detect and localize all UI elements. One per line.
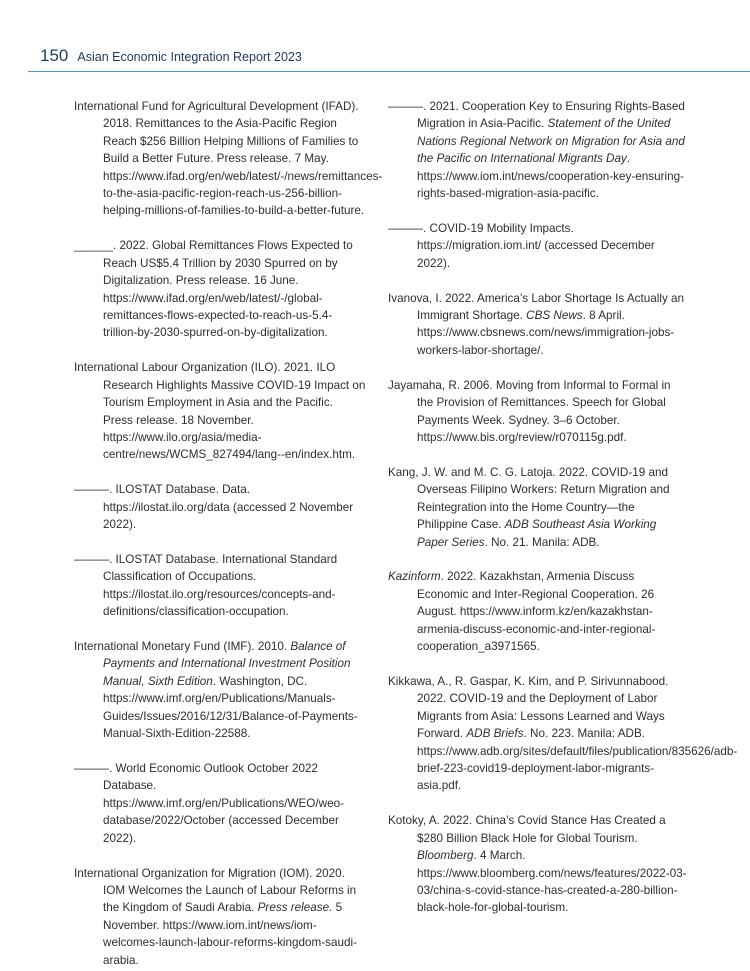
- reference-entry: Ivanova, I. 2022. America’s Labor Shortage Is Actually an Immigrant Shortage. CBS News. 8 April. https://www.cbsnews.com/news/immigration-jobs-workers-labor-shortage/.: [388, 291, 685, 357]
- header-divider: [28, 71, 750, 72]
- reference-entry: ———. ILOSTAT Database. International Standard Classification of Occupations. https://ilostat.ilo.org/resources/concepts-and-definitions/classification-occupation.: [74, 552, 338, 619]
- reference-entry: ———. World Economic Outlook October 2022 Database. https://www.imf.org/en/Publications/WEO/weo-database/2022/October (accessed December 2022).: [74, 762, 344, 845]
- reference-entry: ———. COVID-19 Mobility Impacts. https://migration.iom.int/ (accessed December 2022).: [388, 221, 655, 270]
- left-reference-column: [74, 98, 383, 971]
- reference-entry: Kang, J. W. and M. C. G. Latoja. 2022. COVID-19 and Overseas Filipino Workers: Return Migration and Reintegration into the Home Country—the Philippine Case. ADB Southeast Asia Working Paper Series. No. 21. Manila: ADB.: [388, 465, 670, 549]
- reference-entry: Jayamaha, R. 2006. Moving from Informal to Formal in the Provision of Remittances. Speech for Global Payments Week. Sydney. 3–6 October. https://www.bis.org/review/r070115g.pdf.: [388, 378, 671, 444]
- reference-entry: Kazinform. 2022. Kazakhstan, Armenia Discuss Economic and Inter-Regional Cooperation. 26 August. https://www.inform.kz/en/kazakhstan-armenia-discuss-economic-and-inter-regional-cooperation_a3971565.: [388, 570, 656, 654]
- reference-entry: Kotoky, A. 2022. China’s Covid Stance Has Created a $280 Billion Black Hole for Global Tourism. Bloomberg. 4 March. https://www.bloomberg.com/news/features/2022-03-03/china-s-covid-stance-has-created-a-280-billion-black-hole-for-global-tourism.: [388, 814, 687, 915]
- reference-entry: International Organization for Migration (IOM). 2020. IOM Welcomes the Launch of Labour Reforms in the Kingdom of Saudi Arabia. Press release. 5 November. https://www.iom.int/news/iom-welcomes-launch-labour-reforms-kingdom-saudi-arabia.: [74, 866, 357, 967]
- right-reference-column: [388, 98, 738, 934]
- report-title: Asian Economic Integration Report 2023: [77, 50, 302, 64]
- page-header: [40, 46, 302, 66]
- reference-entry: International Fund for Agricultural Development (IFAD). 2018. Remittances to the Asia-Pacific Region Reach $256 Billion Helping Millions of Families to Build a Better Future. Press release. 7 May. https://www.ifad.org/en/web/latest/-/news/remittances-to-the-asia-pacific-region-reach-us-256-billion-helping-millions-of-families-to-build-a-better-future.: [74, 100, 383, 218]
- reference-entry: International Labour Organization (ILO). 2021. ILO Research Highlights Massive COVID-19 Impact on Tourism Employment in Asia and the Pacific. Press release. 18 November. https://www.ilo.org/asia/media-centre/news/WCMS_827494/lang--en/index.htm.: [74, 361, 366, 462]
- reference-entry: ———. ILOSTAT Database. Data. https://ilostat.ilo.org/data (accessed 2 November 2022).: [74, 483, 354, 532]
- reference-entry: Kikkawa, A., R. Gaspar, K. Kim, and P. Sirivunnabood. 2022. COVID-19 and the Deployment of Labor Migrants from Asia: Lessons Learned and Ways Forward. ADB Briefs. No. 223. Manila: ADB. https://www.adb.org/sites/default/files/publication/835626/adb-brief-223-covid19-deployment-labor-migrants-asia.pdf.: [388, 674, 738, 793]
- reference-entry: ———. 2021. Cooperation Key to Ensuring Rights-Based Migration in Asia-Pacific. Statement of the United Nations Regional Network on Migration for Asia and the Pacific on International Migrants Day. https://www.iom.int/news/cooperation-key-ensuring-rights-based-migration-asia-pacific.: [388, 100, 685, 201]
- page-number: 150: [40, 46, 69, 65]
- reference-entry: ______. 2022. Global Remittances Flows Expected to Reach US$5.4 Trillion by 2030 Spurred on by Digitalization. Press release. 16 June. https://www.ifad.org/en/web/latest/-/global-remittances-flows-expected-to-reach-us-5.4-trillion-by-2030-spurred-on-by-digitalization.: [74, 239, 353, 340]
- reference-entry: International Monetary Fund (IMF). 2010. Balance of Payments and International Investment Position Manual, Sixth Edition. Washington, DC. https://www.imf.org/en/Publications/Manuals-Guides/Issues/2016/12/31/Balance-of-Payments-Manual-Sixth-Edition-22588.: [74, 640, 358, 741]
